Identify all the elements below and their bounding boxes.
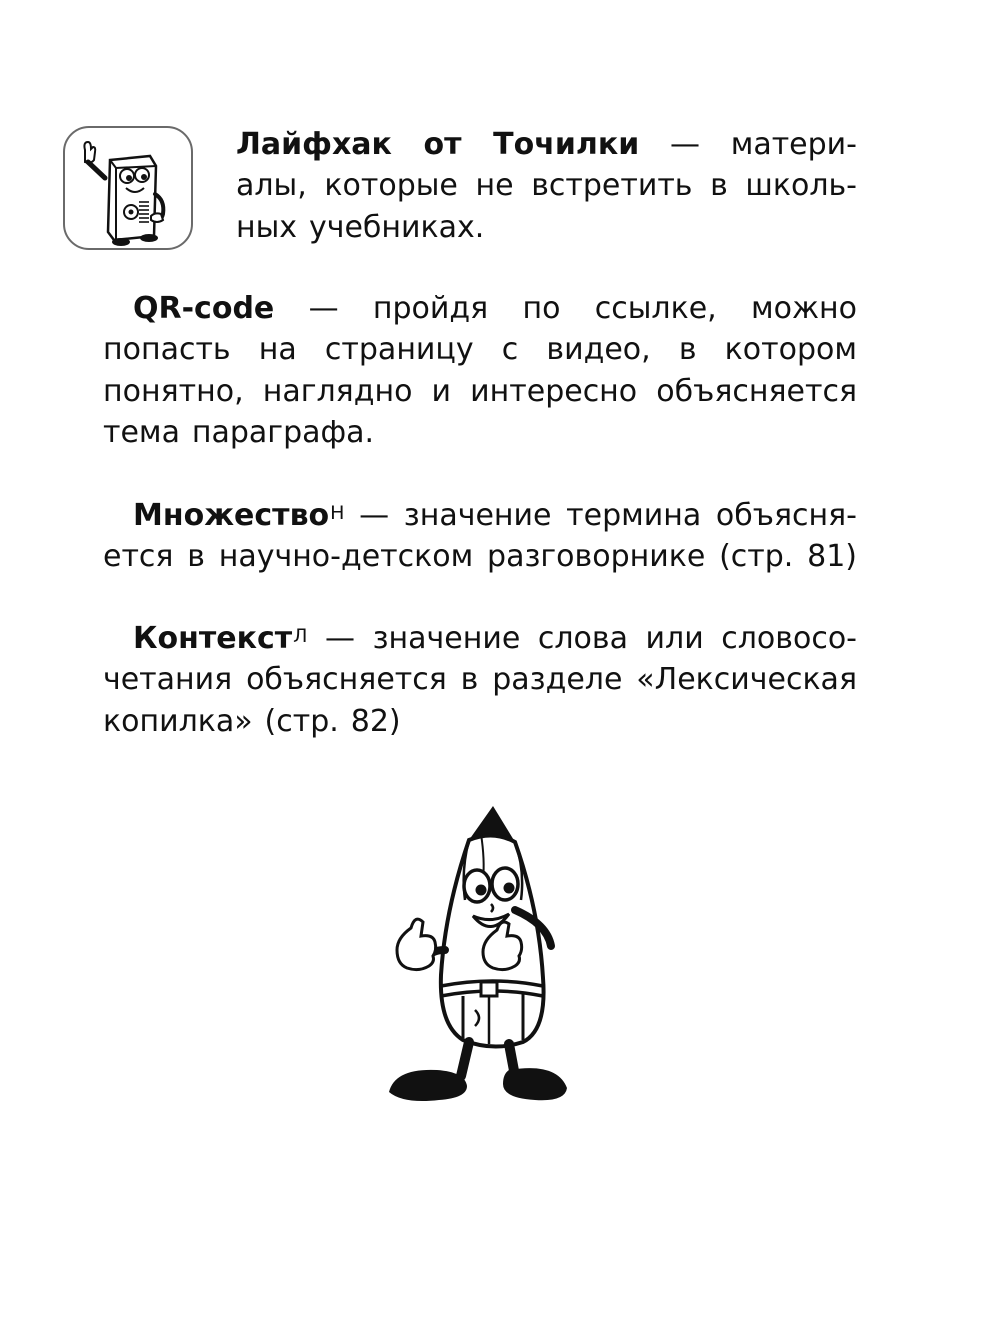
mnozhestvo-paragraph [103,495,857,578]
qr-code-term: QR-code [133,291,275,326]
lifehack-paragraph [236,124,857,248]
kontekst-line3: копилка» (стр. 82) [103,703,401,739]
kontekst-line1: — значение слова или словосо- [307,621,857,656]
lifehack-line3: ных учебниках. [236,209,485,245]
sharpener-mascot-icon [63,126,193,250]
mnozhestvo-superscript: Н [330,502,345,524]
lifehack-line2: алы, которые не встретить в школь- [236,168,857,204]
lifehack-term: Лайфхак от Точилки [236,127,640,162]
kontekst-term: Контекст [133,621,293,656]
kontekst-superscript: Л [293,625,308,647]
pencil-mascot-icon [385,800,575,1110]
qr-code-paragraph [103,288,857,453]
qr-line4: тема параграфа. [103,414,375,450]
mnozhestvo-line1: — значение термина объясня- [344,498,857,533]
sharpener-character-icon [65,128,191,248]
lifehack-line1: — матери- [639,127,858,162]
qr-line3: понятно, наглядно и интересно объясняется [103,373,857,409]
mnozhestvo-line2: ется в научно-детском разговорнике (стр. 81) [103,539,857,575]
qr-line2: попасть на страницу с видео, в котором [103,332,857,368]
kontekst-paragraph [103,618,857,742]
kontekst-line2: четания объясняется в разделе «Лексическая [103,662,857,698]
mnozhestvo-term: Множество [133,498,330,533]
qr-line1: — пройдя по ссылке, можно [274,291,857,326]
